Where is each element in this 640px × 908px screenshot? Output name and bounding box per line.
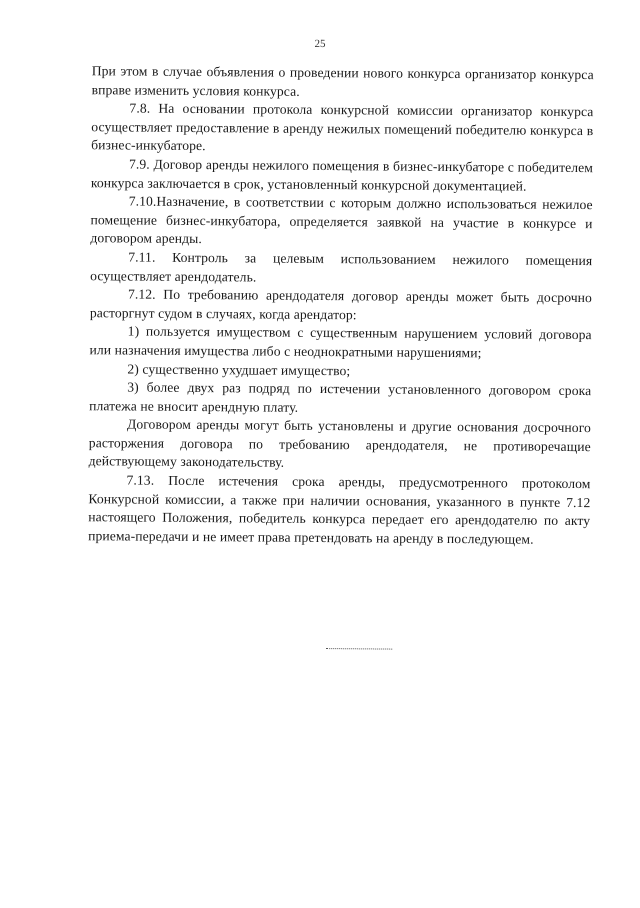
paragraph-7-11: 7.11. Контроль за целевым использованием нежилого помещения осуществляет арендодатель. (90, 249, 593, 285)
list-item-3: 3) более двух раз подряд по истечении установленного договором срока платежа не вносит арендную плату. (89, 379, 592, 415)
paragraph-7-12: 7.12. По требованию арендодателя договор аренды может быть досрочно расторгнут судом в случаях, когда арендатор: (89, 286, 593, 323)
paragraph-7-10: 7.10.Назначение, в соответствии с которым должно использоваться нежилое помещение бизнес-инкубатора, определяется заявкой на участие в конкурсе и договором аренды. (90, 193, 593, 247)
paragraph-7-9: 7.9. Договор аренды нежилого помещения в бизнес-инкубаторе с победителем конкурса заключается в срок, установленный конкурсной документацией. (90, 156, 594, 194)
list-item-1: 1) пользуется имуществом с существенным нарушением условий договора или назначения имущества либо с неоднократными нарушениями; (89, 323, 592, 361)
page-number: 25 (314, 37, 326, 51)
paragraph-other-grounds: Договором аренды могут быть установлены и другие основания досрочного расторжения договора по требованию арендодателя, не противоречащие действующему законодательству. (88, 416, 592, 471)
document-body (88, 62, 594, 549)
paragraph-7-13: 7.13. После истечения срока аренды, предусмотренного протоколом Конкурсной комиссии, а также при наличии основания, указанного в пункте 7.12 настоящего Положения, победитель конкурса передает его арендодателю по акту приема-передачи и не имеет права претендовать на аренду в последующем. (88, 472, 591, 547)
paragraph-7-8: 7.8. На основании протокола конкурсной комиссии организатор конкурса осуществляет предоставление в аренду нежилых помещений победителю конкурса в бизнес-инкубаторе. (91, 100, 594, 154)
end-of-text-divider (326, 648, 392, 650)
paragraph-new-contest-note: При этом в случае объявления о проведении нового конкурса организатор конкурса вправе изменить условия конкурса. (91, 63, 594, 99)
list-item-2: 2) существенно ухудшает имущество; (127, 360, 351, 378)
